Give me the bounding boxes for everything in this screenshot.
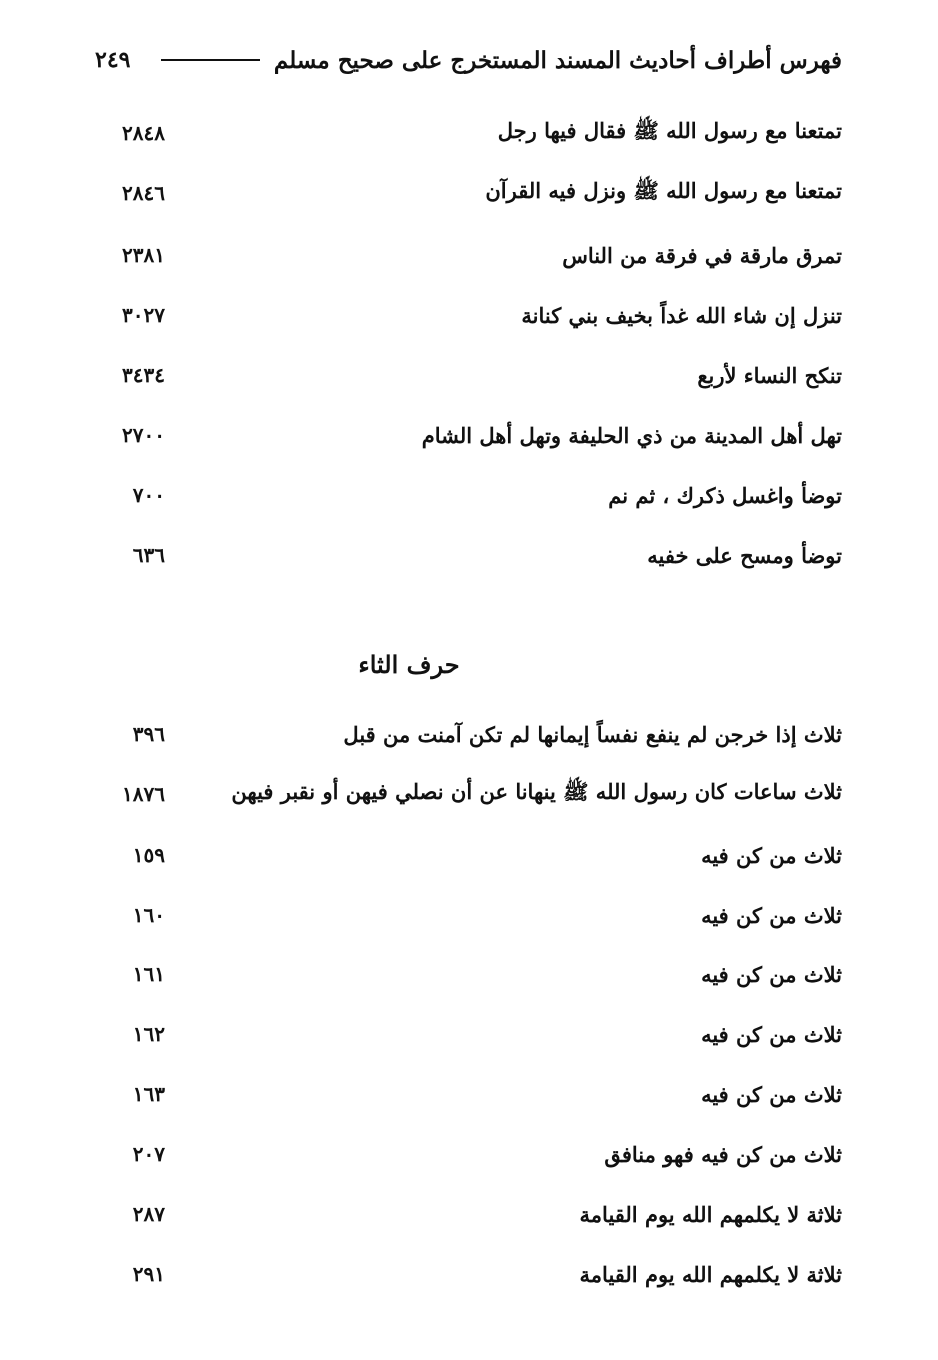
page-number: ٢٤٩ bbox=[95, 47, 131, 73]
index-entry bbox=[95, 895, 842, 935]
hadith-number: ١٦١ bbox=[132, 962, 165, 986]
header-rule bbox=[161, 59, 260, 61]
hadith-number: ٢٨٤٨ bbox=[122, 121, 165, 145]
index-entry bbox=[95, 113, 842, 153]
index-entry bbox=[95, 415, 842, 455]
hadith-number: ٢٠٧ bbox=[132, 1142, 165, 1166]
hadith-incipit: توضأ واغسل ذكرك ، ثم نم bbox=[608, 482, 842, 508]
index-entry bbox=[95, 173, 842, 213]
hadith-incipit: ثلاث من كن فيه bbox=[701, 902, 842, 928]
hadith-incipit: تمتعنا مع رسول الله ﷺ فقال فيها رجل bbox=[497, 117, 842, 143]
hadith-number: ٢٨٤٦ bbox=[122, 181, 165, 205]
hadith-number: ٦٣٦ bbox=[132, 543, 165, 567]
hadith-number: ١٦٣ bbox=[132, 1082, 165, 1106]
hadith-incipit: ثلاث من كن فيه bbox=[701, 961, 842, 987]
hadith-incipit: تنكح النساء لأربع bbox=[697, 362, 842, 388]
hadith-number: ٢٨٧ bbox=[132, 1202, 165, 1226]
hadith-incipit: تهل أهل المدينة من ذي الحليفة وتهل أهل الشام bbox=[421, 422, 842, 448]
index-entry bbox=[95, 1134, 842, 1174]
hadith-number: ١٦٠ bbox=[132, 903, 165, 927]
index-entry bbox=[95, 774, 842, 814]
index-entry bbox=[95, 475, 842, 515]
section-heading bbox=[0, 650, 938, 679]
running-header bbox=[95, 40, 842, 80]
hadith-incipit: ثلاث من كن فيه bbox=[701, 1081, 842, 1107]
hadith-number: ٣٩٦ bbox=[132, 722, 165, 746]
hadith-number: ٢٣٨١ bbox=[122, 243, 165, 267]
hadith-incipit: ثلاثة لا يكلمهم الله يوم القيامة bbox=[579, 1201, 842, 1227]
hadith-number: ١٦٢ bbox=[132, 1022, 165, 1046]
hadith-incipit: توضأ ومسح على خفيه bbox=[647, 542, 842, 568]
hadith-number: ٢٩١ bbox=[132, 1262, 165, 1286]
hadith-number: ٧٠٠ bbox=[132, 483, 165, 507]
index-entry bbox=[95, 954, 842, 994]
hadith-incipit: تنزل إن شاء الله غداً بخيف بني كنانة bbox=[521, 302, 842, 328]
hadith-number: ١٨٧٦ bbox=[122, 782, 165, 806]
index-entry bbox=[95, 1074, 842, 1114]
section-heading-label: حرف الثاء bbox=[358, 650, 460, 679]
hadith-incipit: ثلاث من كن فيه bbox=[701, 842, 842, 868]
index-entry bbox=[95, 1014, 842, 1054]
hadith-incipit: ثلاثة لا يكلمهم الله يوم القيامة bbox=[579, 1261, 842, 1287]
hadith-number: ١٥٩ bbox=[132, 843, 165, 867]
index-entry bbox=[95, 355, 842, 395]
hadith-incipit: تمرق مارقة في فرقة من الناس bbox=[562, 242, 842, 268]
hadith-incipit: ثلاث من كن فيه فهو منافق bbox=[604, 1141, 842, 1167]
hadith-number: ٣٤٣٤ bbox=[122, 363, 165, 387]
index-entry bbox=[95, 1254, 842, 1294]
hadith-incipit: ثلاث ساعات كان رسول الله ﷺ ينهانا عن أن نصلي فيهن أو نقبر فيهن bbox=[231, 778, 842, 804]
running-title: فهرس أطراف أحاديث المسند المستخرج على صحيح مسلم bbox=[273, 46, 842, 74]
index-entry bbox=[95, 1194, 842, 1234]
index-entry bbox=[95, 835, 842, 875]
hadith-incipit: تمتعنا مع رسول الله ﷺ ونزل فيه القرآن bbox=[485, 177, 842, 203]
hadith-incipit: ثلاث إذا خرجن لم ينفع نفساً إيمانها لم تكن آمنت من قبل bbox=[343, 721, 842, 747]
index-entry bbox=[95, 235, 842, 275]
hadith-number: ٢٧٠٠ bbox=[122, 423, 165, 447]
hadith-incipit: ثلاث من كن فيه bbox=[701, 1021, 842, 1047]
index-entry bbox=[95, 535, 842, 575]
index-entry bbox=[95, 714, 842, 754]
hadith-number: ٣٠٢٧ bbox=[122, 303, 165, 327]
index-entry bbox=[95, 295, 842, 335]
